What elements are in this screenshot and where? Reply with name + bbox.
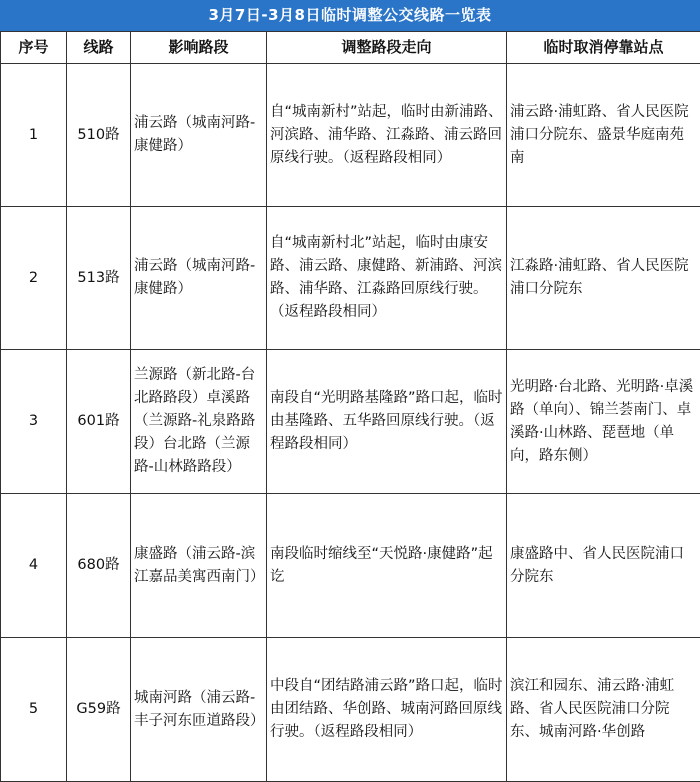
table-row: [1, 638, 700, 782]
cell-route: G59路: [67, 638, 131, 782]
cell-cancel: 滨江和园东、浦云路·浦虹路、省人民医院浦口分院东、城南河路·华创路: [507, 638, 700, 782]
cell-index: 4: [1, 494, 67, 638]
cell-adjust: 自“城南新村”站起，临时由新浦路、河滨路、浦华路、江淼路、浦云路回原线行驶。（返程路段相同）: [267, 64, 507, 207]
header-adjust: 调整路段走向: [267, 32, 507, 64]
header-cancel: 临时取消停靠站点: [507, 32, 700, 64]
cell-adjust: 南段自“光明路基隆路”路口起，临时由基隆路、五华路回原线行驶。（返程路段相同）: [267, 350, 507, 494]
cell-route: 680路: [67, 494, 131, 638]
header-segment: 影响路段: [131, 32, 267, 64]
table-row: [1, 64, 700, 207]
cell-cancel: 浦云路·浦虹路、省人民医院浦口分院东、盛景华庭南苑南: [507, 64, 700, 207]
table-row: [1, 494, 700, 638]
cell-segment: 浦云路（城南河路-康健路）: [131, 207, 267, 350]
cell-index: 2: [1, 207, 67, 350]
cell-adjust: 中段自“团结路浦云路”路口起，临时由团结路、华创路、城南河路回原线行驶。（返程路段相同）: [267, 638, 507, 782]
table-row: [1, 350, 700, 494]
header-index: 序号: [1, 32, 67, 64]
cell-route: 513路: [67, 207, 131, 350]
cell-route: 510路: [67, 64, 131, 207]
cell-cancel: 康盛路中、省人民医院浦口分院东: [507, 494, 700, 638]
bus-route-table: [0, 31, 700, 782]
cell-cancel: 光明路·台北路、光明路·卓溪路（单向）、锦兰荟南门、卓溪路·山林路、琵琶地（单向，路东侧）: [507, 350, 700, 494]
cell-segment: 兰源路（新北路-台北路路段）卓溪路（兰源路-礼泉路路段）台北路（兰源路-山林路路段）: [131, 350, 267, 494]
cell-cancel: 江淼路·浦虹路、省人民医院浦口分院东: [507, 207, 700, 350]
header-row: [1, 32, 700, 64]
cell-segment: 浦云路（城南河路-康健路）: [131, 64, 267, 207]
table-row: [1, 207, 700, 350]
table-title: 3月7日-3月8日临时调整公交线路一览表: [0, 0, 700, 31]
cell-index: 1: [1, 64, 67, 207]
cell-segment: 城南河路（浦云路-丰子河东匝道路段）: [131, 638, 267, 782]
cell-index: 5: [1, 638, 67, 782]
cell-index: 3: [1, 350, 67, 494]
cell-adjust: 南段临时缩线至“天悦路·康健路”起讫: [267, 494, 507, 638]
header-route: 线路: [67, 32, 131, 64]
cell-adjust: 自“城南新村北”站起，临时由康安路、浦云路、康健路、新浦路、河滨路、浦华路、江淼路回原线行驶。（返程路段相同）: [267, 207, 507, 350]
cell-segment: 康盛路（浦云路-滨江嘉品美寓西南门）: [131, 494, 267, 638]
cell-route: 601路: [67, 350, 131, 494]
